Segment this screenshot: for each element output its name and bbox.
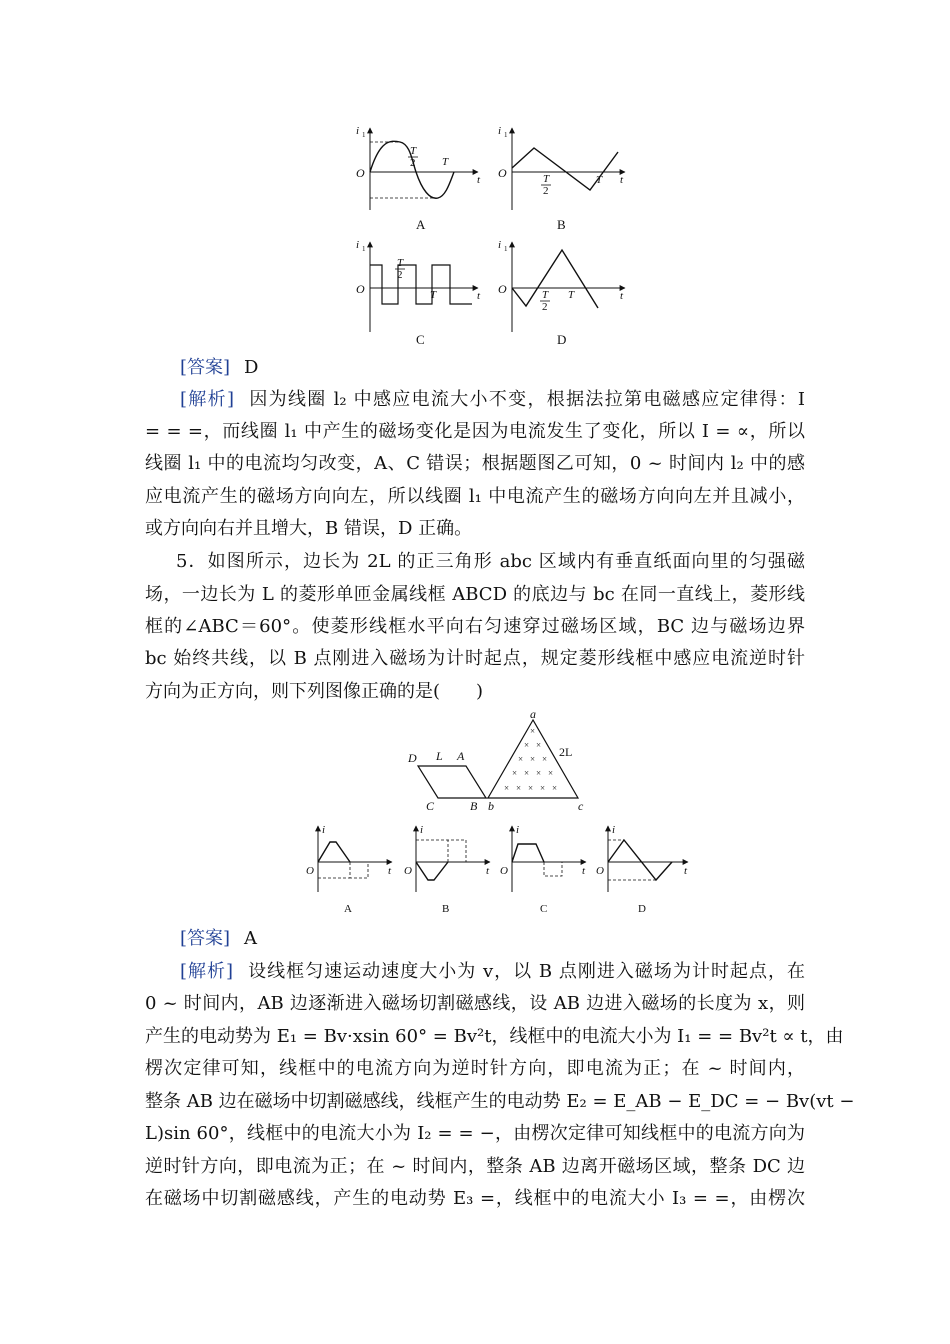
magnetic-field-crosses — [504, 726, 557, 793]
q5-stem-line-4: bc 始终共线，以 B 点刚进入磁场为计时起点，规定菱形线框中感应电流逆时针 — [145, 648, 805, 669]
svg-text:t: t — [620, 174, 624, 186]
svg-text:2: 2 — [410, 157, 416, 169]
q4-analysis-line-5: 或方向向右并且增大，B 错误，D 正确。 — [145, 518, 473, 539]
svg-text:×: × — [548, 768, 554, 778]
svg-text:O: O — [498, 282, 507, 296]
svg-text:×: × — [504, 783, 510, 793]
svg-text:O: O — [356, 282, 365, 296]
svg-text:1: 1 — [504, 245, 508, 253]
svg-text:i: i — [322, 824, 326, 836]
q5-stem-line-5: 方向为正方向，则下列图像正确的是( ) — [145, 681, 484, 702]
svg-text:i: i — [420, 824, 424, 836]
svg-text:×: × — [528, 783, 534, 793]
svg-text:L: L — [436, 749, 443, 763]
q4-graph-d — [498, 239, 625, 347]
analysis-tag: [解析] — [180, 961, 234, 982]
q4-analysis-line-1: [解析] 因为线圈 l₂ 中感应电流大小不变，根据法拉第电磁感应定律得：I — [180, 389, 805, 410]
q4-analysis-line-3: 线圈 l₁ 中的电流均匀改变，A、C 错误；根据题图乙可知，0 ~ 时间内 l₂ 中的感 — [145, 453, 805, 474]
svg-text:T: T — [543, 173, 550, 185]
q5-analysis-line-3: 产生的电动势为 E₁ = Bv·xsin 60° = Bv²t，线框中的电流大小为 I₁ = = Bv²t ∝ t，由 — [145, 1026, 844, 1047]
svg-text:i: i — [498, 239, 502, 251]
svg-text:t: t — [582, 865, 586, 877]
q5-analysis-line-5: 整条 AB 边在磁场中切割磁感线，线框产生的电动势 E₂ = E_AB − E_DC = − Bv(vt − — [145, 1091, 855, 1112]
svg-text:i: i — [516, 824, 520, 836]
svg-text:i: i — [498, 125, 502, 137]
q5-stem-line-3: 框的∠ABC＝60°。使菱形线框水平向右匀速穿过磁场区域，BC 边与磁场边界 — [145, 616, 805, 637]
answer-value: D — [244, 357, 259, 378]
svg-text:2: 2 — [542, 301, 548, 313]
q5-label-b: B — [442, 903, 450, 915]
svg-text:×: × — [530, 754, 536, 764]
q5-stem-line-2: 场，一边长为 L 的菱形单匝金属线框 ABCD 的底边与 bc 在同一直线上，菱形线 — [145, 584, 805, 605]
answer-tag: [答案] — [180, 357, 231, 378]
svg-text:T: T — [430, 289, 437, 301]
svg-text:×: × — [516, 783, 522, 793]
svg-text:t: t — [477, 290, 481, 302]
q4-analysis-line-4: 应电流产生的磁场方向向左，所以线圈 l₁ 中电流产生的磁场方向向左并且减小， — [145, 486, 805, 507]
answer-tag: [答案] — [180, 928, 231, 949]
svg-text:i: i — [356, 239, 360, 251]
svg-text:2L: 2L — [559, 745, 573, 759]
q5-graph-a — [306, 824, 392, 915]
svg-text:c: c — [578, 799, 584, 812]
svg-text:t: t — [620, 290, 624, 302]
svg-text:×: × — [540, 783, 546, 793]
q4-a-axis-i: i — [356, 125, 360, 137]
svg-text:t: t — [388, 865, 392, 877]
svg-text:T: T — [542, 289, 549, 301]
q4-answer — [180, 357, 840, 379]
q5-analysis-line-2: 0 ~ 时间内，AB 边逐渐进入磁场切割磁感线，设 AB 边进入磁场的长度为 x，则 — [145, 993, 805, 1014]
q4-graph-a — [356, 125, 481, 232]
svg-text:O: O — [498, 166, 507, 180]
svg-text:t: t — [684, 865, 688, 877]
svg-text:a: a — [530, 708, 536, 721]
svg-text:1: 1 — [362, 131, 366, 139]
svg-text:×: × — [536, 740, 542, 750]
svg-text:2: 2 — [543, 185, 549, 197]
q5-analysis-line-4: 楞次定律可知，线框中的电流方向为逆时针方向，即电流为正；在 ~ 时间内， — [145, 1058, 805, 1079]
svg-text:T: T — [410, 145, 417, 157]
svg-text:i: i — [612, 824, 616, 836]
svg-text:×: × — [524, 740, 530, 750]
svg-text:T: T — [442, 156, 449, 168]
q5-analysis-line-6: L)sin 60°，线框中的电流大小为 I₂ = = −，由楞次定律可知线框中的电流方向为 — [145, 1123, 805, 1144]
q5-label-c: C — [540, 903, 548, 915]
svg-text:×: × — [542, 754, 548, 764]
svg-text:1: 1 — [504, 131, 508, 139]
q5-label-a: A — [344, 903, 352, 915]
svg-text:O: O — [500, 865, 508, 877]
svg-text:t: t — [486, 865, 490, 877]
q4-label-c: C — [416, 332, 425, 347]
analysis-tag: [解析] — [180, 389, 234, 410]
svg-text:×: × — [536, 768, 542, 778]
svg-text:O: O — [404, 865, 412, 877]
svg-text:T: T — [568, 289, 575, 301]
svg-text:A: A — [457, 749, 465, 763]
q5-analysis-line-7: 逆时针方向，即电流为正；在 ~ 时间内，整条 AB 边离开磁场区域，整条 DC 边 — [145, 1156, 805, 1177]
answer-value: A — [244, 928, 258, 949]
svg-text:t: t — [477, 174, 481, 186]
q5-stem-line-1: 5．如图所示，边长为 2L 的正三角形 abc 区域内有垂直纸面向里的匀强磁 — [176, 551, 805, 572]
q5-label-d: D — [638, 903, 646, 915]
svg-text:D: D — [408, 751, 417, 765]
svg-text:×: × — [512, 768, 518, 778]
q5-graph-d — [596, 824, 688, 915]
q5-graphs — [300, 822, 700, 917]
rhombus-frame — [407, 749, 486, 812]
q4-label-a: A — [416, 217, 426, 232]
svg-text:O: O — [596, 865, 604, 877]
triangle-field — [488, 708, 584, 812]
q5-diagram — [400, 708, 600, 812]
svg-text:2: 2 — [397, 269, 403, 281]
q5-answer — [180, 928, 840, 950]
q5-graph-b — [404, 824, 490, 915]
q4-figure — [340, 120, 640, 352]
svg-text:×: × — [518, 754, 524, 764]
q4-graph-b — [498, 125, 625, 232]
svg-text:×: × — [552, 783, 558, 793]
q5-analysis-line-1: [解析] 设线框匀速运动速度大小为 v，以 B 点刚进入磁场为计时起点，在 — [180, 961, 806, 982]
svg-text:C: C — [426, 799, 435, 812]
q5-analysis-line-8: 在磁场中切割磁感线，产生的电动势 E₃ =，线框中的电流大小 I₃ = =，由楞次 — [145, 1188, 805, 1209]
svg-text:b: b — [488, 799, 494, 812]
q4-label-d: D — [557, 332, 567, 347]
svg-text:T: T — [596, 174, 603, 186]
q4-analysis-line-2: = = =，而线圈 l₁ 中产生的磁场变化是因为电流发生了变化，所以 I = ∝，所以 — [145, 421, 805, 442]
q4-label-b: B — [557, 217, 566, 232]
svg-text:1: 1 — [362, 245, 366, 253]
svg-text:×: × — [530, 726, 536, 736]
svg-text:T: T — [397, 257, 404, 269]
svg-text:B: B — [470, 799, 478, 812]
svg-text:O: O — [306, 865, 314, 877]
q5-graph-c — [500, 824, 586, 915]
svg-text:×: × — [524, 768, 530, 778]
q4-graph-c — [356, 239, 481, 347]
svg-text:O: O — [356, 166, 365, 180]
